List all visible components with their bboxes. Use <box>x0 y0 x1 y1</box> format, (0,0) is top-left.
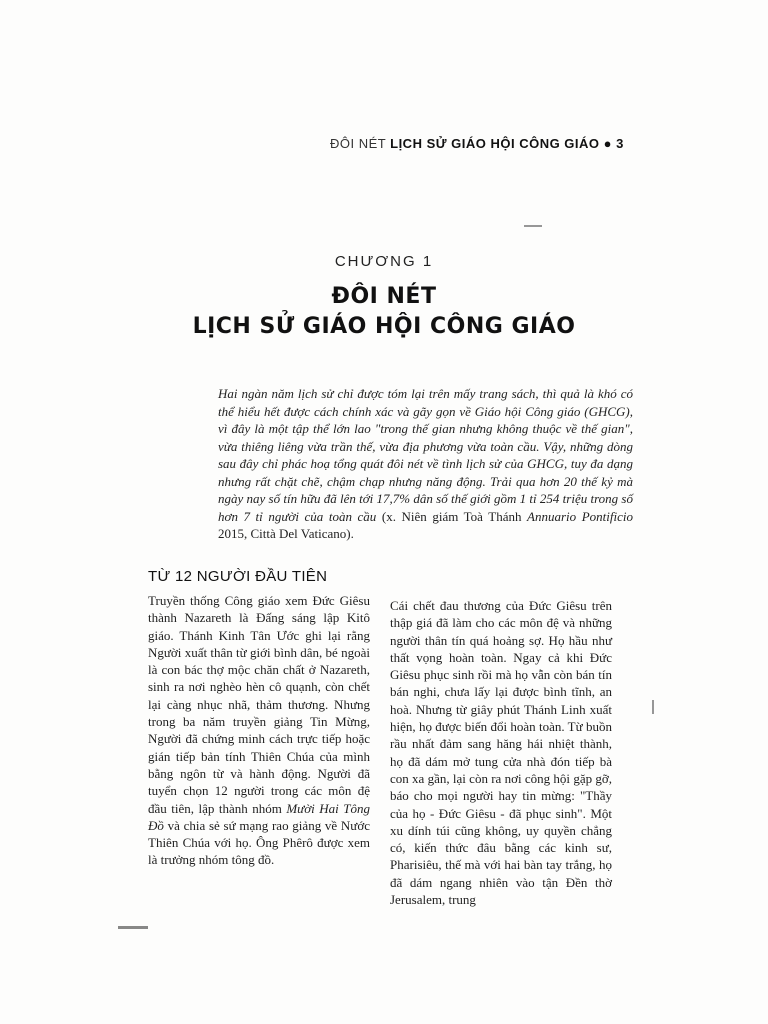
left-paragraph-emphasis: Mười Hai Tông Đồ <box>148 800 371 833</box>
running-head-part1: ĐÔI NÉT <box>330 136 386 151</box>
abstract-source-title: Annuario Pontificio <box>527 508 633 524</box>
chapter-title-line1: ĐÔI NÉT <box>331 284 437 309</box>
chapter-title-line2: LỊCH SỬ GIÁO HỘI CÔNG GIÁO <box>192 314 576 339</box>
running-head <box>330 136 630 151</box>
scan-speck <box>652 700 654 714</box>
abstract-citation-tail: 2015, Città Del Vaticano). <box>218 526 354 541</box>
left-paragraph-text: Truyền thống Công giáo xem Đức Giêsu thành Nazareth là Đấng sáng lập Kitô giáo. Thánh Kinh Tân Ước ghi lại rằng Người xuất thân từ giới bình dân, bé ngoài là con bác thợ mộc chăn chất ở Nazareth, sinh ra nơi nghèo hèn cô quạnh, còn chết lại càng nhục nhã, thảm thương. Nhưng trong ba năm truyền giảng Tin Mừng, Người đã chứng minh cách trực tiếp hoặc gián tiếp bản tính Thiên Chúa của mình bằng ngôn từ và hành động. Người đã tuyển chọn 12 người trong các môn đệ đầu tiên, lập thành nhóm <box>148 593 370 816</box>
chapter-abstract <box>218 385 633 543</box>
left-paragraph <box>148 592 370 869</box>
abstract-italic-text: Hai ngàn năm lịch sử chỉ được tóm lại trên mấy trang sách, thì quả là khó có thể hiểu hết được cách chính xác và gãy gọn về Giáo hội Công giáo (GHCG), vì đây là một tập thể lớn lao "trong thế gian nhưng không thuộc về thế gian", vừa thiêng liêng vừa trần thế, vừa địa phương vừa toàn cầu. Vậy, những dòng sau đây chỉ phác hoạ tổng quát đôi nét về tình lịch sử của GHCG, tuy đa dạng nhưng rất chặt chẽ, chậm chạp nhưng năng động. Trải qua hơn 20 thế kỷ mà ngày nay số tín hữu đã lên tới 17,7% dân số thế giới gồm 1 tỉ 254 triệu trong số hơn 7 tỉ người của toàn cầu <box>218 386 633 524</box>
chapter-label: CHƯƠNG 1 <box>334 253 434 270</box>
left-column <box>148 592 370 869</box>
scan-speck <box>524 225 542 227</box>
page-number: ● 3 <box>603 136 624 151</box>
right-column <box>390 597 612 908</box>
left-paragraph-tail: và chia sẻ sứ mạng rao giảng về Nước Thiên Chúa với họ. Ông Phêrô được xem là trưởng nhóm tông đồ. <box>148 817 370 868</box>
running-head-part2: LỊCH SỬ GIÁO HỘI CÔNG GIÁO <box>390 136 600 151</box>
scan-edge-mark <box>118 926 148 929</box>
section-heading: TỪ 12 NGƯỜI ĐẦU TIÊN <box>148 568 328 585</box>
right-paragraph: Cái chết đau thương của Đức Giêsu trên thập giá đã làm cho các môn đệ và những người thân tín quá hoảng sợ. Họ hầu như thất vọng hoàn toàn. Ngay cả khi Đức Giêsu phục sinh rồi mà họ vẫn còn bán tín bán nghi, chưa lấy lại được bình tĩnh, an hoà. Nhưng từ giây phút Thánh Linh xuất hiện, họ được biến đổi hoàn toàn. Từ buồn rầu nhất đảm sang hăng hái nhiệt thành, họ đã dám mở tung cửa nhà đón tiếp bà con xa gần, lại còn ra nơi công hội gặp gỡ, báo cho mọi người hay tin mừng: "Thầy của họ - Đức Giêsu - đã phục sinh". Một xu dính túi cũng không, uy quyền chẳng có, kiến thức đâu bằng các kinh sư, Pharisiêu, thế mà với hai bàn tay trắng, họ đã dám ngang nhiên vào tận Đền thờ Jerusalem, trung <box>390 598 612 908</box>
abstract-citation: (x. Niên giám Toà Thánh <box>376 508 528 524</box>
